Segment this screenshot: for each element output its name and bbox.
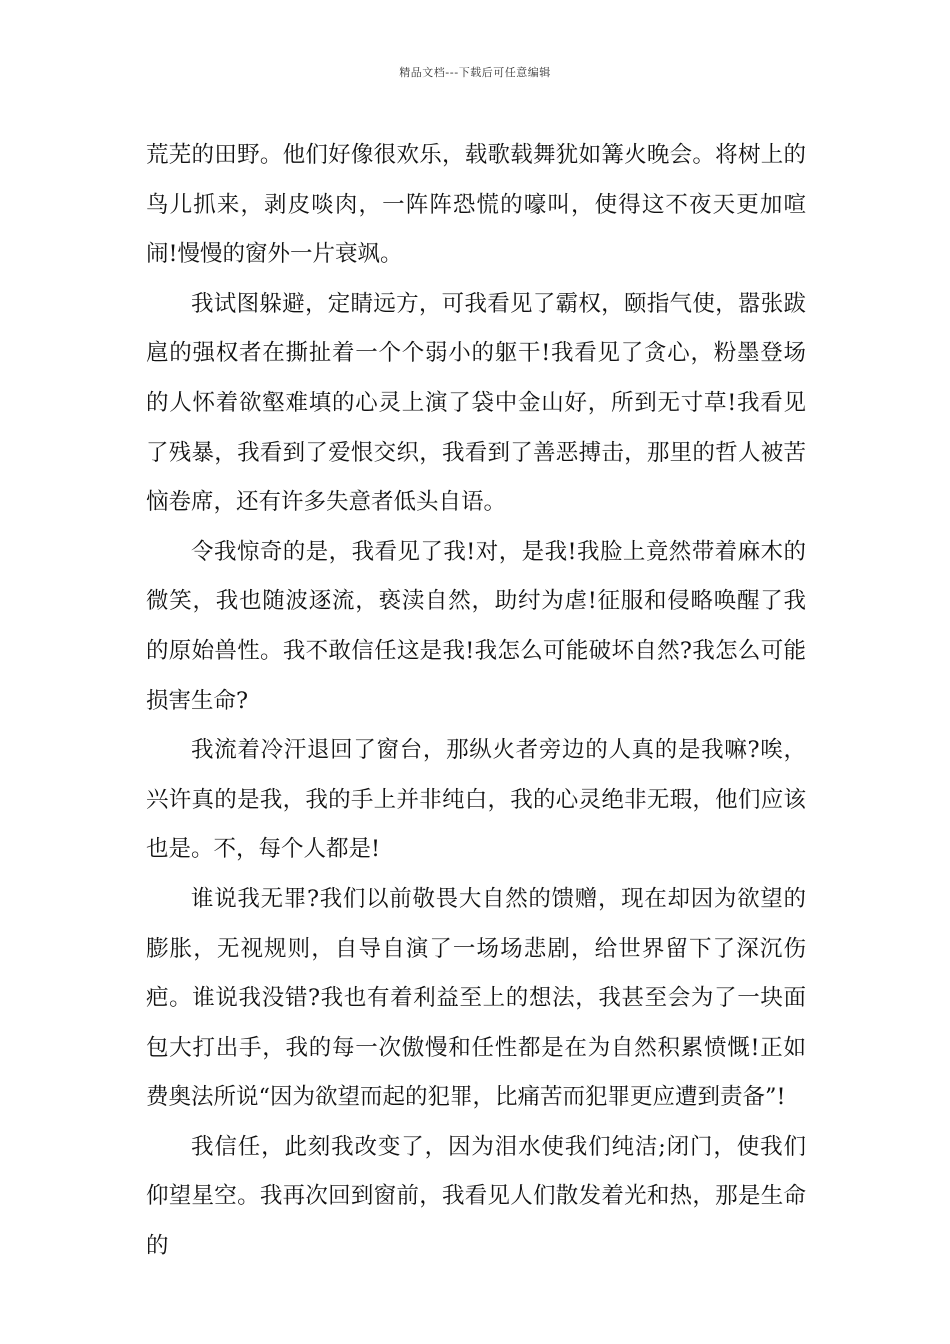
paragraph-3: 令我惊奇的是，我看见了我!对，是我!我脸上竟然带着麻木的微笑，我也随波逐流，亵渎自然，助纣为虐!征服和侵略唤醒了我的原始兽性。我不敢信任这是我!我怎么可能破坏自然?我怎么可能损害生命? [146,538,806,714]
paragraph-6: 我信任，此刻我改变了，因为泪水使我们纯洁;闭门，使我们仰望星空。我再次回到窗前，我看见人们散发着光和热，那是生命的 [146,1133,806,1260]
paragraph-4: 我流着冷汗退回了窗台，那纵火者旁边的人真的是我嘛?唉，兴许真的是我，我的手上并非纯白，我的心灵绝非无瑕，他们应该也是。不，每个人都是! [146,737,806,863]
paragraph-5: 谁说我无罪?我们以前敬畏大自然的馈赠，现在却因为欲望的膨胀，无视规则，自导自演了一场场悲剧，给世界留下了深沉伤疤。谁说我没错?我也有着利益至上的想法，我甚至会为了一块面包大打出手，我的每一次傲慢和任性都是在为自然积累愤慨!正如费奥法所说“因为欲望而起的犯罪，比痛苦而犯罪更应遭到责备”! [146,885,806,1111]
paragraph-1: 荒芜的田野。他们好像很欢乐，载歌载舞犹如篝火晚会。将树上的鸟儿抓来，剥皮啖肉，一阵阵恐慌的嚎叫，使得这不夜天更加喧闹!慢慢的窗外一片衰飒。 [146,142,806,268]
paragraph-2: 我试图躲避，定睛远方，可我看见了霸权，颐指气使，嚣张跋扈的强权者在撕扯着一个个弱小的躯干!我看见了贪心，粉墨登场的人怀着欲壑难填的心灵上演了袋中金山好，所到无寸草!我看见了残暴，我看到了爱恨交织，我看到了善恶搏击，那里的哲人被苦恼卷席，还有许多失意者低头自语。 [146,290,806,516]
page-header: 精品文档---下载后可任意编辑 [399,66,551,79]
document-body [146,131,806,1272]
